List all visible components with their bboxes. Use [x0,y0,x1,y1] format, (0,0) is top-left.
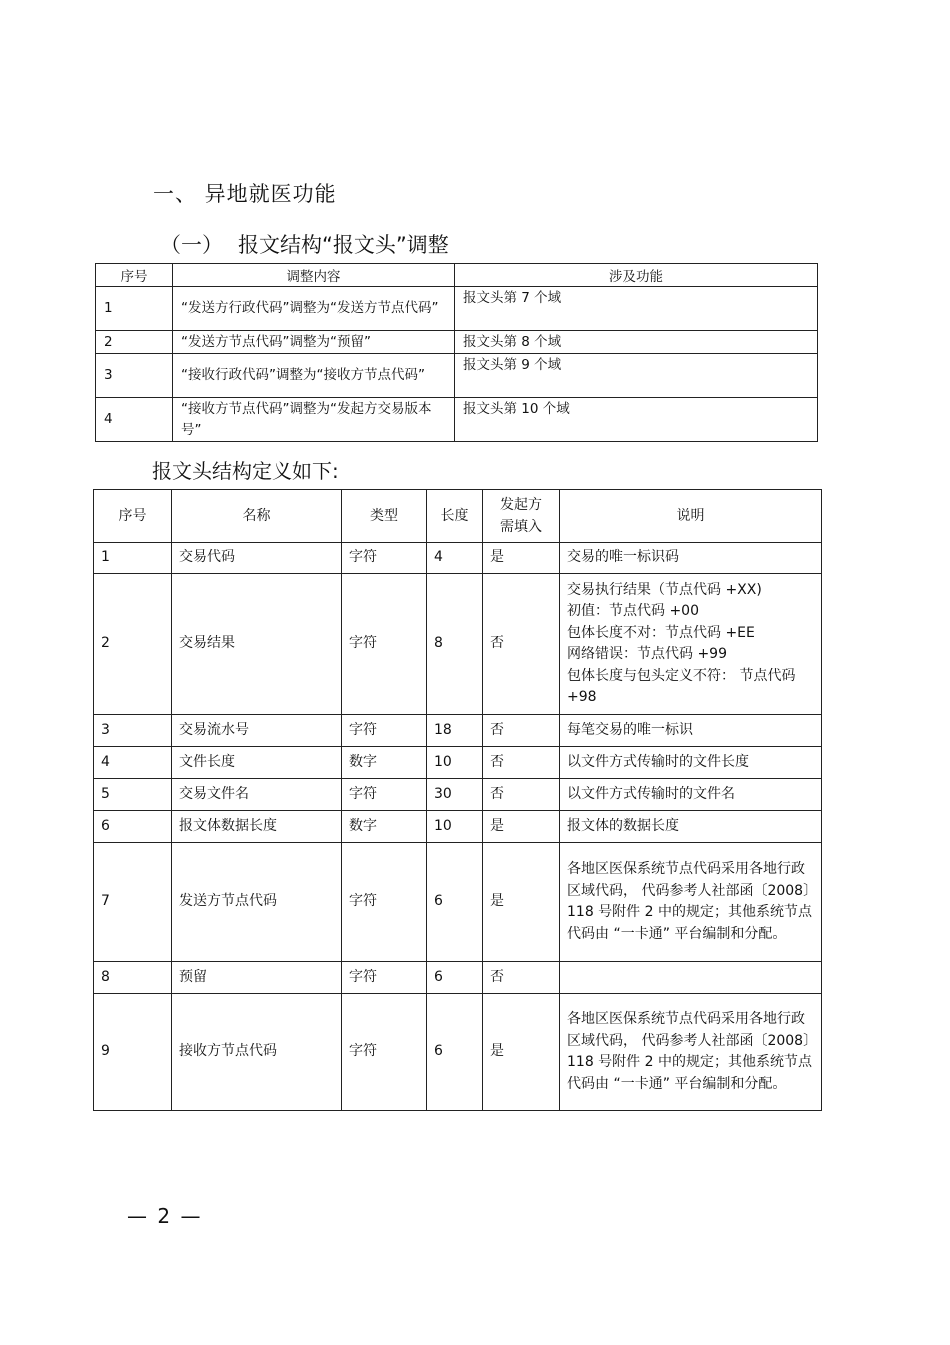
page-number: — 2 — [127,1204,203,1228]
adjustment-content: “接收行政代码”调整为“接收方节点代码” [173,354,455,398]
field-description: 交易的唯一标识码 [560,543,822,574]
table-row [94,811,822,843]
adjustment-table [95,263,818,442]
header-cell: 长度 [427,490,483,543]
field-type: 字符 [342,543,427,574]
row-index: 7 [94,843,172,962]
field-description: 每笔交易的唯一标识 [560,715,822,747]
field-type: 字符 [342,843,427,962]
field-length: 30 [427,779,483,811]
field-description: 各地区医保系统节点代码采用各地行政区域代码， 代码参考人社部函〔2008〕118 号附件 2 中的规定；其他系统节点代码由 “一卡通” 平台编制和分配。 [560,994,822,1111]
field-length: 6 [427,962,483,994]
affected-function: 报文头第 7 个域 [455,287,818,331]
table-row [94,962,822,994]
field-type: 数字 [342,747,427,779]
table-body [94,543,822,1111]
field-name: 发送方节点代码 [172,843,342,962]
field-description: 交易执行结果（节点代码 +XX) 初值：节点代码 +00 包体长度不对：节点代码 +EE 网络错误：节点代码 +99 包体长度与包头定义不符： 节点代码 +98 [560,574,822,715]
field-description: 以文件方式传输时的文件名 [560,779,822,811]
table-header-row [94,490,822,543]
field-length: 4 [427,543,483,574]
row-index: 4 [96,398,173,442]
required-flag: 否 [483,779,560,811]
structure-definition-heading: 报文头结构定义如下: [152,459,339,483]
table-row [94,715,822,747]
field-type: 字符 [342,574,427,715]
subsection-title: 报文结构“报文头”调整 [238,233,449,257]
table-row [94,574,822,715]
table-row [96,398,818,442]
required-flag: 否 [483,747,560,779]
section-heading: 一、 异地就医功能 [153,182,337,206]
field-name: 交易流水号 [172,715,342,747]
field-description: 报文体的数据长度 [560,811,822,843]
row-index: 3 [94,715,172,747]
field-type: 字符 [342,994,427,1111]
table-header-row [96,264,818,287]
row-index: 1 [96,287,173,331]
table-row [96,287,818,331]
header-cell: 序号 [94,490,172,543]
header-cell: 类型 [342,490,427,543]
required-flag: 是 [483,543,560,574]
field-description: 各地区医保系统节点代码采用各地行政区域代码， 代码参考人社部函〔2008〕118 号附件 2 中的规定；其他系统节点代码由 “一卡通” 平台编制和分配。 [560,843,822,962]
header-cell: 发起方需填入 [483,490,560,543]
header-cell: 涉及功能 [455,264,818,287]
required-flag: 是 [483,811,560,843]
row-index: 5 [94,779,172,811]
row-index: 9 [94,994,172,1111]
adjustment-content: “发送方节点代码”调整为“预留” [173,331,455,354]
subsection-heading [160,229,449,259]
required-flag: 否 [483,962,560,994]
affected-function: 报文头第 10 个域 [455,398,818,442]
field-name: 报文体数据长度 [172,811,342,843]
field-length: 10 [427,811,483,843]
row-index: 3 [96,354,173,398]
field-type: 数字 [342,811,427,843]
adjustment-content: “接收方节点代码”调整为“发起方交易版本号” [173,398,455,442]
field-name: 预留 [172,962,342,994]
header-cell: 名称 [172,490,342,543]
table-row [96,331,818,354]
header-cell: 序号 [96,264,173,287]
table-row [94,543,822,574]
field-type: 字符 [342,779,427,811]
row-index: 2 [94,574,172,715]
row-index: 8 [94,962,172,994]
table-row [94,779,822,811]
affected-function: 报文头第 9 个域 [455,354,818,398]
field-length: 18 [427,715,483,747]
required-flag: 否 [483,715,560,747]
field-description [560,962,822,994]
field-length: 8 [427,574,483,715]
header-cell: 说明 [560,490,822,543]
header-cell: 调整内容 [173,264,455,287]
field-name: 交易代码 [172,543,342,574]
table-row [94,843,822,962]
required-flag: 否 [483,574,560,715]
field-length: 6 [427,843,483,962]
table-row [94,747,822,779]
row-index: 2 [96,331,173,354]
required-flag: 是 [483,994,560,1111]
affected-function: 报文头第 8 个域 [455,331,818,354]
row-index: 1 [94,543,172,574]
row-index: 6 [94,811,172,843]
field-name: 接收方节点代码 [172,994,342,1111]
field-length: 6 [427,994,483,1111]
required-flag: 是 [483,843,560,962]
field-name: 交易文件名 [172,779,342,811]
field-type: 字符 [342,715,427,747]
subsection-number: （一） [160,233,223,257]
table-row [96,354,818,398]
field-description: 以文件方式传输时的文件长度 [560,747,822,779]
field-name: 文件长度 [172,747,342,779]
field-length: 10 [427,747,483,779]
adjustment-content: “发送方行政代码”调整为“发送方节点代码” [173,287,455,331]
field-name: 交易结果 [172,574,342,715]
row-index: 4 [94,747,172,779]
header-structure-table [93,489,822,1111]
table-row [94,994,822,1111]
field-type: 字符 [342,962,427,994]
